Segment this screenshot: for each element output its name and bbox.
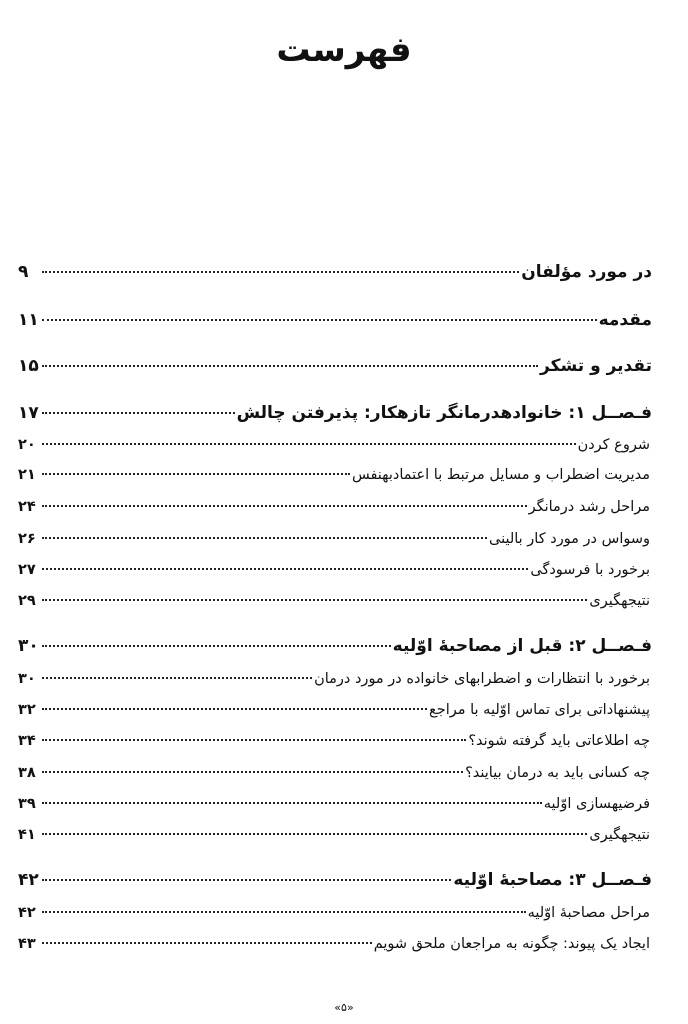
toc-entry-page: ۲۱ bbox=[18, 467, 36, 483]
leader-dots bbox=[42, 708, 427, 710]
toc-entry-label: برخورد با انتظارات و اضطرابهای خانواده در مورد درمان bbox=[314, 671, 650, 687]
toc-entry bbox=[18, 733, 652, 749]
toc-entry-label: نتیجهگیری bbox=[589, 593, 650, 609]
toc-entry-label: در مورد مؤلفان bbox=[521, 262, 652, 282]
toc-entry-page: ۲۹ bbox=[18, 593, 36, 609]
toc-entry-label: چه کسانی باید به درمان بیایند؟ bbox=[465, 765, 650, 781]
page-number: «۵» bbox=[334, 1001, 354, 1014]
leader-dots bbox=[42, 505, 527, 507]
leader-dots bbox=[42, 271, 519, 273]
toc-entry-label: مراحل مصاحبهٔ اوّلیه bbox=[527, 905, 650, 921]
toc-chapter bbox=[18, 636, 652, 656]
leader-dots bbox=[42, 537, 487, 539]
toc-entry-page: ۳۸ bbox=[18, 765, 36, 781]
toc-entry-page: ۲۰ bbox=[18, 437, 36, 453]
toc-entry-label: ایجاد یک پیوند: چگونه به مراجعان ملحق شویم bbox=[373, 936, 650, 952]
toc-entry-page: ۱۵ bbox=[18, 356, 39, 376]
toc-entry-label: پیشنهاداتی برای تماس اوّلیه با مراجع bbox=[429, 702, 650, 718]
toc-entry bbox=[18, 467, 652, 483]
toc-entry-label: نتیجهگیری bbox=[589, 827, 650, 843]
toc-entry-label: چه اطلاعاتی باید گرفته شوند؟ bbox=[468, 733, 650, 749]
table-of-contents bbox=[18, 0, 652, 1024]
leader-dots bbox=[42, 802, 542, 804]
toc-entry-page: ۴۱ bbox=[18, 827, 36, 843]
page-title: فهرست bbox=[276, 30, 412, 70]
toc-entry-page: ۱۷ bbox=[18, 403, 39, 423]
leader-dots bbox=[42, 677, 312, 679]
leader-dots bbox=[42, 645, 391, 647]
toc-entry-label: شروع کردن bbox=[577, 437, 650, 453]
toc-entry-label: مدیریت اضطراب و مسایل مرتبط با اعتمادبهنفس bbox=[351, 467, 650, 483]
leader-dots bbox=[42, 319, 597, 321]
toc-entry-label: مراحل رشد درمانگر bbox=[528, 499, 650, 515]
toc-entry-page: ۴۳ bbox=[18, 936, 36, 952]
toc-entry-label: مقدمه bbox=[598, 310, 652, 330]
toc-chapter bbox=[18, 403, 652, 423]
toc-entry bbox=[18, 499, 652, 515]
toc-entry-page: ۴۲ bbox=[18, 870, 39, 890]
toc-entry bbox=[18, 905, 652, 921]
toc-entry-page: ۴۲ bbox=[18, 905, 36, 921]
toc-entry bbox=[18, 531, 652, 547]
toc-entry bbox=[18, 827, 652, 843]
toc-entry bbox=[18, 796, 652, 812]
leader-dots bbox=[42, 412, 235, 414]
toc-entry bbox=[18, 671, 652, 687]
toc-entry-page: ۱۱ bbox=[18, 310, 39, 330]
toc-entry-label: فـصــل ۱: خانوادهدرمانگر تازهکار: پذیرفتن چالش bbox=[236, 403, 652, 423]
toc-entry bbox=[18, 310, 652, 330]
toc-entry-label: فـصــل ۳: مصاحبهٔ اوّلیه bbox=[453, 870, 652, 890]
toc-entry-label: فرضیهسازی اوّلیه bbox=[543, 796, 650, 812]
toc-entry bbox=[18, 356, 652, 376]
leader-dots bbox=[42, 911, 526, 913]
leader-dots bbox=[42, 599, 587, 601]
leader-dots bbox=[42, 443, 576, 445]
leader-dots bbox=[42, 365, 538, 367]
toc-chapter bbox=[18, 870, 652, 890]
toc-entry bbox=[18, 765, 652, 781]
toc-entry-page: ۳۰ bbox=[18, 671, 36, 687]
toc-entry bbox=[18, 437, 652, 453]
toc-entry-label: وسواس در مورد کار بالینی bbox=[488, 531, 650, 547]
toc-entry-label: فـصــل ۲: قبل از مصاحبهٔ اوّلیه bbox=[392, 636, 652, 656]
leader-dots bbox=[42, 833, 587, 835]
leader-dots bbox=[42, 473, 350, 475]
toc-entry-page: ۲۴ bbox=[18, 499, 36, 515]
toc-entry-page: ۲۷ bbox=[18, 562, 36, 578]
leader-dots bbox=[42, 568, 528, 570]
toc-entry bbox=[18, 262, 652, 282]
toc-entry-page: ۳۲ bbox=[18, 702, 36, 718]
toc-entry bbox=[18, 936, 652, 952]
toc-entry-label: برخورد با فرسودگی bbox=[530, 562, 650, 578]
leader-dots bbox=[42, 942, 372, 944]
toc-entry-page: ۲۶ bbox=[18, 531, 36, 547]
toc-entry bbox=[18, 702, 652, 718]
toc-entry bbox=[18, 593, 652, 609]
toc-entry-label: تقدیر و تشکر bbox=[540, 356, 652, 376]
toc-entry-page: ۳۹ bbox=[18, 796, 36, 812]
toc-entry-page: ۹ bbox=[18, 262, 29, 282]
leader-dots bbox=[42, 739, 466, 741]
toc-entry-page: ۳۴ bbox=[18, 733, 36, 749]
leader-dots bbox=[42, 771, 463, 773]
toc-entry-page: ۳۰ bbox=[18, 636, 39, 656]
leader-dots bbox=[42, 879, 451, 881]
toc-entry bbox=[18, 562, 652, 578]
